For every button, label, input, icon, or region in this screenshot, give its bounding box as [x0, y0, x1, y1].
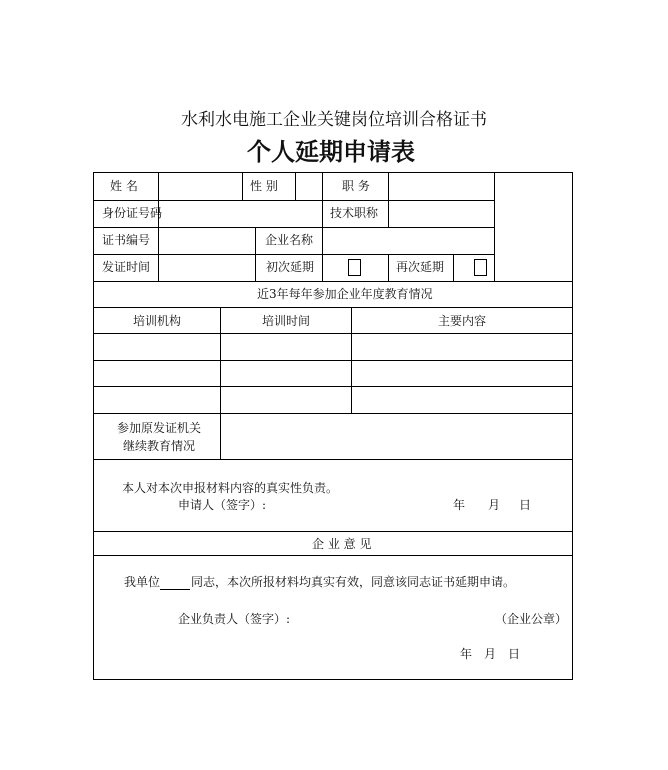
opinion-text-before: 我单位 — [124, 575, 161, 589]
gender-label: 性 别 — [250, 179, 278, 193]
leader-signature-label: 企业负责人（签字）: — [178, 612, 291, 626]
company-seal-label: （企业公章） — [495, 612, 568, 626]
company-name-field[interactable] — [323, 228, 494, 254]
continuing-education-field[interactable] — [221, 414, 572, 459]
id-number-field[interactable] — [159, 201, 322, 227]
re-extension-checkbox[interactable] — [474, 259, 487, 276]
cert-number-label: 证书编号 — [102, 233, 151, 247]
continuing-education-label-line2: 继续教育情况 — [123, 439, 196, 453]
company-opinion-title: 企 业 意 见 — [312, 537, 372, 551]
tech-title-field[interactable] — [389, 201, 494, 227]
tech-title-label: 技术职称 — [330, 206, 379, 220]
training-row-1-content[interactable] — [352, 334, 572, 360]
continuing-education-label-line1: 参加原发证机关 — [117, 421, 202, 435]
training-row-2-time[interactable] — [221, 361, 351, 386]
training-row-3-time[interactable] — [221, 387, 351, 413]
name-label: 姓 名 — [110, 179, 138, 193]
opinion-month: 月 — [484, 647, 497, 661]
declaration-year: 年 — [453, 498, 466, 512]
training-header-org: 培训机构 — [133, 314, 182, 328]
training-row-1-org[interactable] — [94, 334, 220, 360]
company-name-label: 企业名称 — [265, 233, 314, 247]
training-row-3-content[interactable] — [352, 387, 572, 413]
training-row-2-org[interactable] — [94, 361, 220, 386]
position-field[interactable] — [389, 173, 494, 200]
declaration-text: 本人对本次申报材料内容的真实性负责。 — [122, 481, 339, 495]
employee-name-blank[interactable] — [160, 575, 190, 590]
training-row-2-content[interactable] — [352, 361, 572, 386]
gender-field[interactable] — [296, 173, 322, 200]
declaration-day: 日 — [519, 498, 532, 512]
first-extension-label: 初次延期 — [266, 260, 315, 274]
declaration-month: 月 — [488, 498, 501, 512]
document-subtitle: 水利水电施工企业关键岗位培训合格证书 — [181, 110, 487, 130]
training-row-1-time[interactable] — [221, 334, 351, 360]
photo-area — [495, 173, 572, 281]
first-extension-checkbox[interactable] — [348, 259, 361, 276]
opinion-year: 年 — [460, 647, 473, 661]
re-extension-label: 再次延期 — [396, 260, 445, 274]
applicant-signature-label: 申请人（签字）: — [178, 498, 267, 512]
id-number-label: 身份证号码 — [102, 206, 163, 220]
opinion-day: 日 — [508, 647, 521, 661]
training-section-title: 近3年每年参加企业年度教育情况 — [257, 287, 433, 301]
training-row-3-org[interactable] — [94, 387, 220, 413]
issue-date-label: 发证时间 — [102, 260, 151, 274]
document-title: 个人延期申请表 — [247, 138, 415, 166]
position-label: 职 务 — [342, 179, 370, 193]
training-header-time: 培训时间 — [262, 314, 311, 328]
issue-date-field[interactable] — [159, 255, 255, 281]
name-field[interactable] — [159, 173, 242, 200]
training-header-content: 主要内容 — [438, 314, 487, 328]
opinion-text-after: 同志，本次所报材料均真实有效，同意该同志证书延期申请。 — [191, 575, 516, 589]
cert-number-field[interactable] — [159, 228, 255, 254]
